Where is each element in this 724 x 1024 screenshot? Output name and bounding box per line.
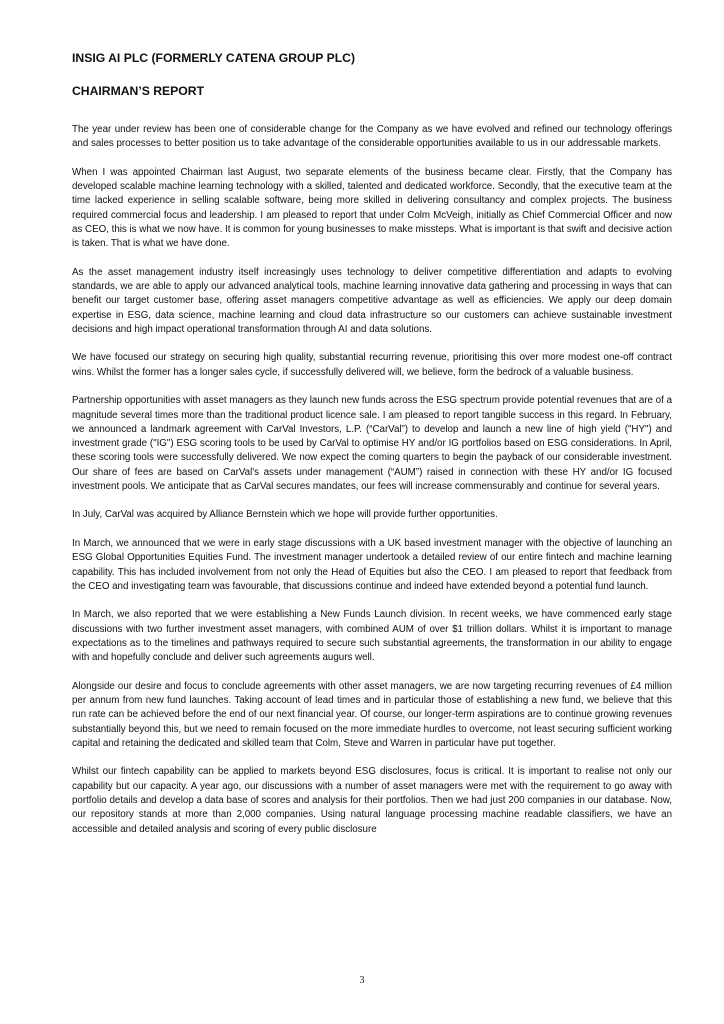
paragraph-revenue-targets: Alongside our desire and focus to conclude agreements with other asset managers, we are now targeting recurring revenues of £4 million per annum from new fund launches. Taking account of lead times and in particular those of establishing a new fund, we believe that this run rate can be achieved before the end of our next financial year. Of course, our longer-term aspirations are to continue growing revenues substantially beyond this, but we need to remain focused on the more immediate hurdles to overcome, not least securing sufficient working capital and retaining the dedicated and skilled team that Colm, Steve and Warren in particular have put together. <box>72 680 672 749</box>
paragraph-fintech-capability: Whilst our fintech capability can be applied to markets beyond ESG disclosures, focus is critical. It is important to realise not only our capability but our capacity. A year ago, our discussions with a number of asset managers were met with the requirement to go away with portfolio details and develop a data base of scores and analysis for their portfolios. Then we had just 200 companies in our database. Now, our repository stands at more than 2,000 companies. Using natural language processing machine readable classifiers, we have an accessible and detailed analysis and scoring of every public disclosure <box>72 766 672 835</box>
report-title: CHAIRMAN’S REPORT <box>72 84 205 98</box>
paragraph-appointment: When I was appointed Chairman last August, two separate elements of the business became clear. Firstly, that the Company has developed scalable machine learning technology with a skilled, talented and dedicated workforce. Secondly, that the executive team at the time lacked experience in selling scalable software, being more skilled in delivering consultancy and complex projects. The business required commercial focus and leadership. I am pleased to report that under Colm McVeigh, initially as Chief Commercial Officer and now as CEO, this is what we now have. It is common for young businesses to make missteps. What is important is that swift and decisive action is taken. That is what we have done. <box>72 166 672 250</box>
paragraph-industry: As the asset management industry itself increasingly uses technology to deliver competitive differentiation and adapts to evolving standards, we are able to apply our advanced analytical tools, machine learning innovative data gathering and processing in ways that can benefit our target customer base, offering asset managers competitive advantage as well as efficiencies. We apply our deep domain expertise in ESG, data science, machine learning and cloud data infrastructure so our customers can achieve sustainable investment decisions and high impact operational transformation through AI and data solutions. <box>72 266 672 335</box>
document-page <box>72 50 672 851</box>
paragraph-strategy: We have focused our strategy on securing high quality, substantial recurring revenue, prioritising this over more modest one-off contract wins. Whilst the former has a longer sales cycle, if successfully delivered will, we believe, form the bedrock of a valuable business. <box>72 352 672 378</box>
page-number: 3 <box>359 975 365 986</box>
paragraph-new-funds: In March, we also reported that we were establishing a New Funds Launch division. In recent weeks, we have commenced early stage discussions with two further investment asset managers, with combined AUM of over $1 trillion dollars. Whilst it is important to manage expectations as to the timelines and pathways required to secure such substantial agreements, the transformation in our ability to engage with and hopefully conclude and deliver such agreements augurs well. <box>72 609 672 664</box>
company-title: INSIG AI PLC (FORMERLY CATENA GROUP PLC) <box>72 51 356 65</box>
paragraph-uk-manager: In March, we announced that we were in early stage discussions with a UK based investment manager with the objective of launching an ESG Global Opportunities Equities Fund. The investment manager undertook a detailed review of our entire fintech and machine learning capability. This has included involvement from not only the Head of Equities but also the CEO. I am pleased to report that feedback from the CEO and investigating team was favourable, that discussions continue and indeed have extended beyond a potential fund launch. <box>72 537 672 592</box>
paragraph-partnerships: Partnership opportunities with asset managers as they launch new funds across the ESG spectrum provide potential revenues that are of a magnitude several times more than the traditional product licence sale. I am pleased to report tangible success in this regard. In February, we announced a landmark agreement with CarVal Investors, L.P. (“CarVal”) to develop and launch a new line of high yield ("HY") and investment grade ("IG") ESG scoring tools to be used by CarVal to optimise HY and/or IG portfolios based on ESG considerations. In April, these scoring tools were successfully delivered. We now expect the coming quarters to begin the payback of our considerable investment. Our share of fees are based on CarVal's assets under management (“AUM”) raised in connection with these HY and/or IG focused investment pools. We anticipate that as CarVal secures mandates, our fees will increase commensurably and continue for several years. <box>72 395 672 492</box>
paragraph-carval-acquisition: In July, CarVal was acquired by Alliance Bernstein which we hope will provide further opportunities. <box>72 509 498 521</box>
paragraph-intro: The year under review has been one of considerable change for the Company as we have evolved and refined our technology offerings and sales processes to better position us to take advantage of the considerable opportunities available to us in our addressable markets. <box>72 124 672 150</box>
